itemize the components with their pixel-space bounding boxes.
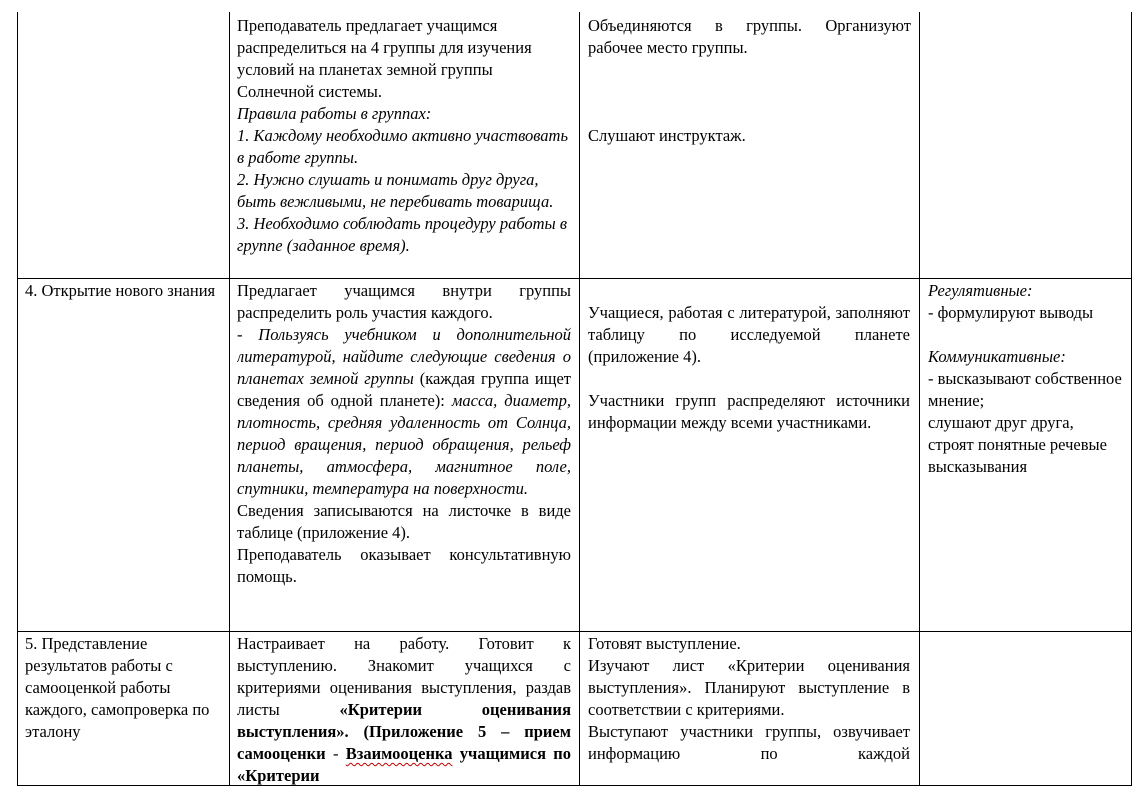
- row2-teacher-p4: Преподаватель оказывает консультативную помощь.: [237, 545, 571, 586]
- row1-rule-2: 2. Нужно слушать и понимать друг друга, быть вежливыми, не перебивать товарища.: [237, 170, 554, 211]
- table-border-bottom: [17, 785, 1132, 786]
- row1-rule-3: 3. Необходимо соблюдать процедуру работы в группе (заданное время).: [237, 214, 568, 255]
- uud-regulative-item: - формулируют выводы: [928, 303, 1094, 322]
- row2-task-dash: -: [237, 325, 243, 344]
- row2-uud-cell: [928, 280, 1128, 478]
- uud-regulative-title: Регулятивные:: [928, 281, 1033, 300]
- row2-students-cell: [588, 302, 910, 434]
- row2-teacher-p1: Предлагает учащимся внутри группы распределить роль участия каждого.: [237, 281, 571, 322]
- row3-teacher-bold-1: «Критерии оценивания выступления». (Приложение 5 – прием самооценки: [237, 700, 571, 763]
- row3-teacher-dash: -: [332, 744, 339, 763]
- row2-task-plain: (каждая группа ищет сведения об одной планете):: [237, 369, 571, 410]
- table-border-right: [1131, 12, 1132, 786]
- column-divider-3: [919, 12, 920, 786]
- row1-teacher-cell: [237, 15, 573, 278]
- row3-teacher-bold-wavy: Взаимооценка: [345, 744, 453, 763]
- row1-rule-1: 1. Каждому необходимо активно участвовать в работе группы.: [237, 126, 568, 167]
- row2-students-p1: Учащиеся, работая с литературой, заполняют таблицу по исследуемой планете (приложение 4).: [588, 303, 910, 366]
- uud-communicative-title: Коммуникативные:: [928, 347, 1066, 366]
- row1-students-text-1: Объединяются в группы. Организуют рабочее место группы.: [588, 16, 911, 57]
- row3-teacher-text: [237, 633, 571, 785]
- row3-teacher-bold-2: учащимися по «Критерии: [237, 744, 571, 785]
- row3-students-cell: [588, 633, 910, 785]
- row-divider-2: [17, 631, 1132, 632]
- row1-teacher-intro: Преподаватель предлагает учащимся распределиться на 4 группы для изучения условий на планетах земной группы Солнечной системы.: [237, 16, 532, 101]
- row2-teacher-task: [237, 324, 571, 500]
- row3-stage-title: 5. Представление результатов работы с самооценкой работы каждого, самопроверка по эталону: [25, 634, 210, 741]
- row3-stage-cell: [25, 633, 225, 743]
- row2-teacher-p3: Сведения записываются на листочке в виде таблице (приложение 4).: [237, 501, 571, 542]
- column-divider-2: [579, 12, 580, 786]
- table-border-left: [17, 12, 18, 786]
- row1-rules-title: Правила работы в группах:: [237, 104, 432, 123]
- row1-students-text-2: Слушают инструктаж.: [588, 126, 746, 145]
- row2-stage-cell: [25, 280, 225, 302]
- row3-teacher-plain: Настраивает на работу. Готовит к выступлению. Знакомит учащихся с критериями оценивания выступления, раздав листы: [237, 634, 571, 719]
- row-divider-1: [17, 278, 1132, 279]
- row3-students-p2: Изучают лист «Критерии оценивания выступления». Планируют выступление в соответствии с критериями.: [588, 656, 910, 719]
- row3-students-p1: Готовят выступление.: [588, 634, 741, 653]
- row1-students-cell: [588, 15, 911, 278]
- row2-teacher-cell: [237, 280, 571, 630]
- row2-students-p2: Участники групп распределяют источники информации между всеми участниками.: [588, 391, 910, 432]
- row3-teacher-cell: [237, 633, 571, 785]
- uud-communicative-item-1: - высказывают собственное мнение;: [928, 369, 1122, 410]
- uud-communicative-item-2: слушают друг друга,: [928, 413, 1074, 432]
- row3-students-p3: Выступают участники группы, озвучивает информацию по каждой: [588, 722, 910, 763]
- row2-task-italic: Пользуясь учебником и дополнительной литературой, найдите следующие сведения о планетах земной группы: [237, 325, 571, 388]
- row2-task-params: масса, диаметр, плотность, средняя удаленность от Солнца, период вращения, период обращения, рельеф планеты, атмосфера, магнитное поле, спутники, температура на поверхности.: [237, 391, 571, 498]
- uud-communicative-item-3: строят понятные речевые высказывания: [928, 435, 1107, 476]
- row2-stage-title: 4. Открытие нового знания: [25, 281, 216, 300]
- column-divider-1: [229, 12, 230, 786]
